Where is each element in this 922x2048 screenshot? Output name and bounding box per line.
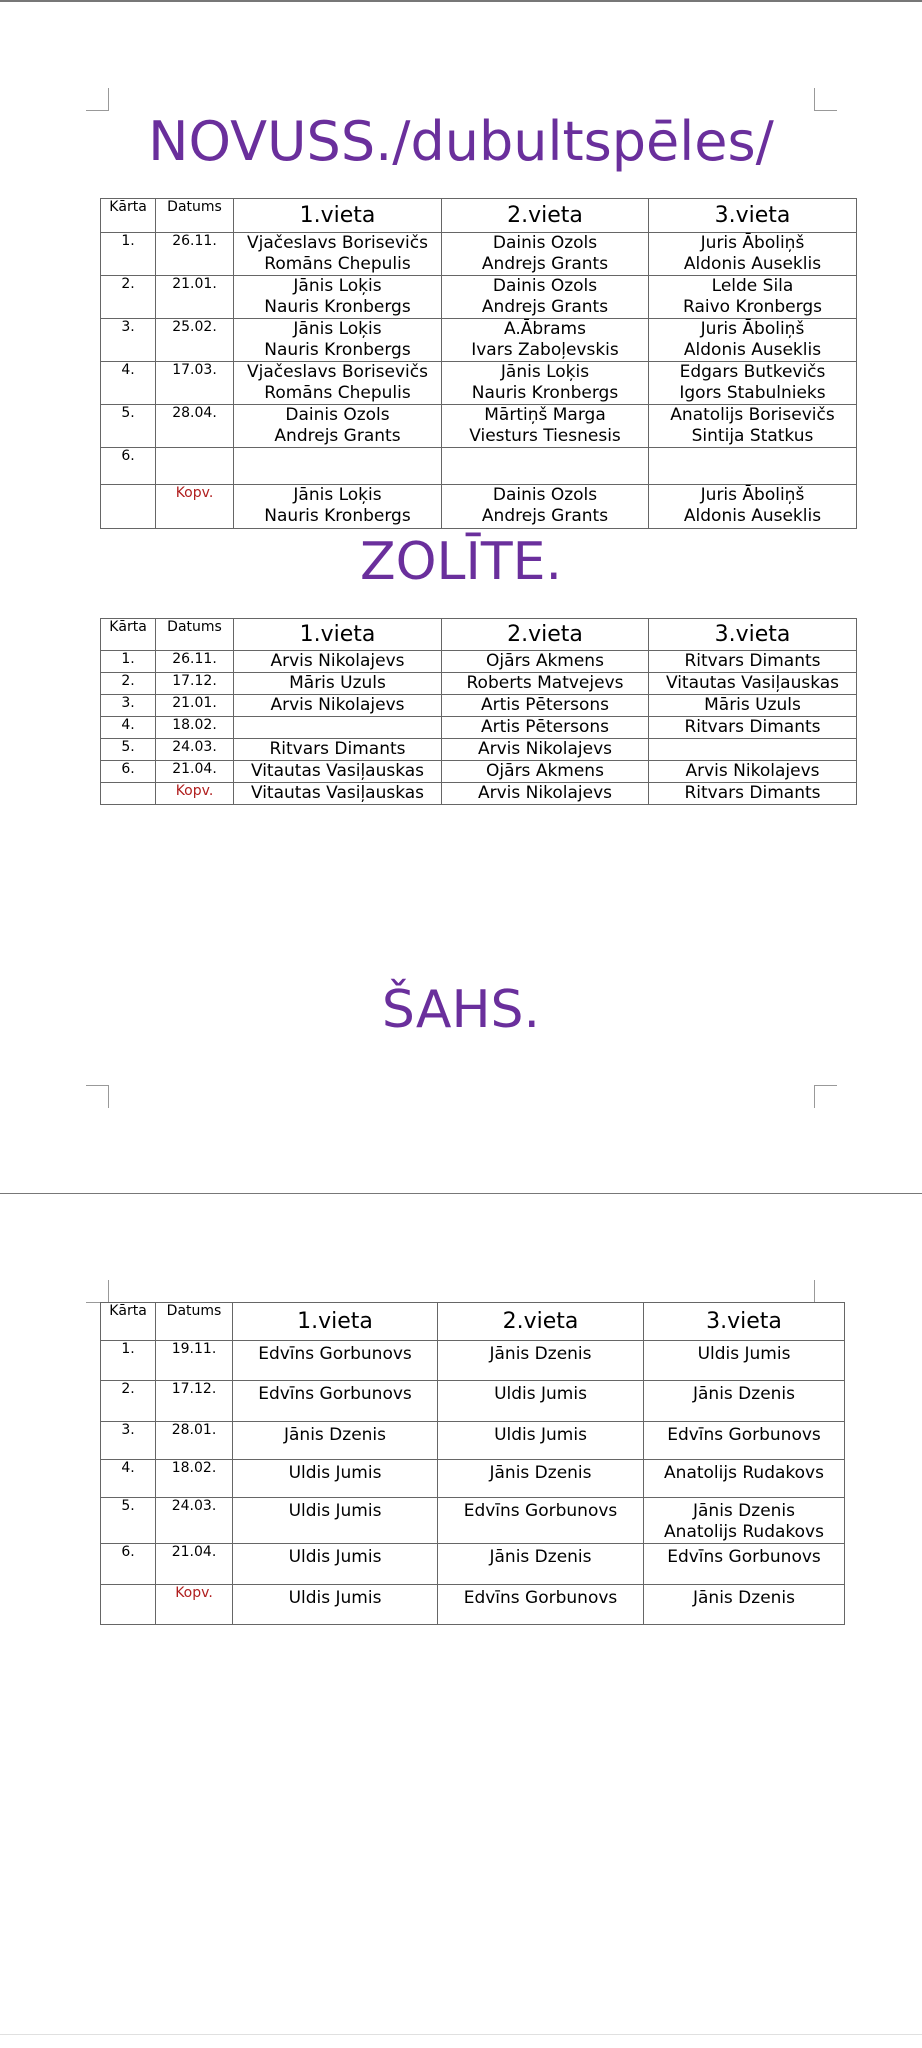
player-name: Mārtiņš Marga	[484, 405, 606, 425]
header-3-vieta: 3.vieta	[644, 1303, 845, 1341]
player-name: Edgars Butkevičs	[679, 362, 826, 382]
total-row	[101, 1585, 845, 1625]
round-number: 3.	[101, 319, 156, 362]
round-date: 21.04.	[156, 761, 234, 783]
round-number: 2.	[101, 276, 156, 319]
margin-corner-mark	[814, 88, 837, 111]
round-date: 26.11.	[156, 233, 234, 276]
table-row	[101, 695, 857, 717]
player-name: Roberts Matvejevs	[442, 673, 649, 695]
player-name: Dainis Ozols	[285, 405, 390, 425]
player-name: Uldis Jumis	[233, 1544, 438, 1585]
player-name: Viesturs Tiesnesis	[469, 426, 621, 446]
player-name: Arvis Nikolajevs	[442, 783, 649, 805]
round-date: 28.01.	[156, 1422, 233, 1460]
round-date: 25.02.	[156, 319, 234, 362]
header-datums: Datums	[156, 619, 234, 651]
round-date: 17.03.	[156, 362, 234, 405]
player-name: Ojārs Akmens	[442, 761, 649, 783]
place-1-cell	[234, 405, 442, 448]
round-number: 6.	[101, 1544, 156, 1585]
table-row	[101, 362, 857, 405]
header-3-vieta: 3.vieta	[649, 619, 857, 651]
player-name: Ritvars Dimants	[234, 739, 442, 761]
player-name: Edvīns Gorbunovs	[438, 1585, 644, 1625]
round-number	[101, 1585, 156, 1625]
player-name: Ritvars Dimants	[649, 783, 857, 805]
round-number: 2.	[101, 673, 156, 695]
player-name: Romāns Chepulis	[264, 383, 411, 403]
table-row	[101, 1422, 845, 1460]
header-2-vieta: 2.vieta	[438, 1303, 644, 1341]
table-header-row	[101, 619, 857, 651]
total-label: Kopv.	[156, 1585, 233, 1625]
table-row	[101, 233, 857, 276]
margin-corner-mark	[86, 1280, 109, 1303]
margin-corner-mark	[86, 1085, 109, 1108]
player-name: Edvīns Gorbunovs	[644, 1544, 845, 1585]
round-number: 2.	[101, 1381, 156, 1422]
round-number	[101, 783, 156, 805]
player-name: Uldis Jumis	[438, 1422, 644, 1460]
player-name: Jānis Loķis	[500, 362, 590, 382]
player-name: Artis Pētersons	[442, 717, 649, 739]
table-row	[101, 673, 857, 695]
player-name: Juris Āboliņš	[700, 319, 805, 339]
round-date	[156, 448, 234, 485]
table-row	[101, 717, 857, 739]
header-datums: Datums	[156, 199, 234, 233]
header-karta: Kārta	[101, 619, 156, 651]
place-2-cell	[442, 485, 649, 529]
player-name: Dainis Ozols	[492, 233, 598, 253]
player-name: Jānis Loķis	[293, 485, 382, 505]
player-name: Dainis Ozols	[492, 485, 598, 505]
total-row	[101, 485, 857, 529]
player-name: Jānis Loķis	[293, 276, 382, 296]
place-3-cell	[649, 448, 857, 485]
player-name: Uldis Jumis	[644, 1341, 845, 1381]
place-2-cell	[442, 233, 649, 276]
place-2-cell	[442, 276, 649, 319]
novuss-results-table	[100, 198, 857, 529]
player-name: Uldis Jumis	[438, 1381, 644, 1422]
player-name: Uldis Jumis	[233, 1498, 438, 1544]
player-name: A.Ābrams	[504, 319, 586, 339]
page-top-edge	[0, 0, 922, 2]
player-name: Vjačeslavs Borisevičs	[247, 233, 428, 253]
round-date: 21.04.	[156, 1544, 233, 1585]
header-2-vieta: 2.vieta	[442, 619, 649, 651]
round-date: 28.04.	[156, 405, 234, 448]
player-name: Andrejs Grants	[274, 426, 401, 446]
player-name: Andrejs Grants	[481, 506, 609, 526]
player-name: Arvis Nikolajevs	[649, 761, 857, 783]
place-2-cell	[442, 362, 649, 405]
round-number: 4.	[101, 717, 156, 739]
player-name: Edvīns Gorbunovs	[438, 1498, 644, 1544]
player-name: Jānis Dzenis	[438, 1460, 644, 1498]
place-3-cell	[649, 485, 857, 529]
player-name: Vjačeslavs Borisevičs	[247, 362, 428, 382]
player-name: Aldonis Auseklis	[683, 506, 822, 526]
player-name: Nauris Kronbergs	[264, 340, 411, 360]
round-number: 4.	[101, 362, 156, 405]
table-row	[101, 739, 857, 761]
total-label: Kopv.	[156, 485, 234, 529]
player-name: Arvis Nikolajevs	[442, 739, 649, 761]
player-name: Sintija Statkus	[691, 426, 814, 446]
place-3-cell	[649, 319, 857, 362]
round-number: 5.	[101, 739, 156, 761]
table-row	[101, 1460, 845, 1498]
place-3-cell	[649, 362, 857, 405]
table-row	[101, 1544, 845, 1585]
player-name: Māris Uzuls	[234, 673, 442, 695]
table-header-row	[101, 199, 857, 233]
round-number: 1.	[101, 1341, 156, 1381]
round-date: 17.12.	[156, 673, 234, 695]
player-name: Romāns Chepulis	[264, 254, 411, 274]
header-1-vieta: 1.vieta	[233, 1303, 438, 1341]
margin-corner-mark	[814, 1280, 837, 1303]
player-name: Ojārs Akmens	[442, 651, 649, 673]
player-name: Lelde Sila	[711, 276, 794, 296]
header-1-vieta: 1.vieta	[234, 199, 442, 233]
round-number	[101, 485, 156, 529]
player-name: Aldonis Auseklis	[683, 254, 822, 274]
place-3-cell	[649, 233, 857, 276]
player-name: Anatolijs Rudakovs	[644, 1460, 845, 1498]
player-name: Nauris Kronbergs	[471, 383, 619, 403]
zolite-results-table	[100, 618, 857, 805]
player-name: Vitautas Vasiļauskas	[234, 761, 442, 783]
round-date: 18.02.	[156, 1460, 233, 1498]
table-row	[101, 1381, 845, 1422]
place-1-cell	[234, 276, 442, 319]
table-row	[101, 448, 857, 485]
round-number: 1.	[101, 233, 156, 276]
player-name: Edvīns Gorbunovs	[233, 1341, 438, 1381]
player-name: Edvīns Gorbunovs	[644, 1422, 845, 1460]
player-name: Uldis Jumis	[233, 1460, 438, 1498]
sahs-results-table	[100, 1302, 845, 1625]
table-header-row	[101, 1303, 845, 1341]
round-date: 18.02.	[156, 717, 234, 739]
table-row	[101, 276, 857, 319]
player-name: Ivars Zaboļevskis	[471, 340, 619, 360]
place-1-cell	[234, 362, 442, 405]
round-date: 26.11.	[156, 651, 234, 673]
table-row	[101, 1498, 845, 1544]
player-name: Māris Uzuls	[649, 695, 857, 717]
player-name: Anatolijs Borisevičs	[670, 405, 835, 425]
header-karta: Kārta	[101, 1303, 156, 1341]
player-name: Uldis Jumis	[233, 1585, 438, 1625]
place-3-cell	[649, 276, 857, 319]
total-row	[101, 783, 857, 805]
table-row	[101, 761, 857, 783]
player-name: Igors Stabulnieks	[679, 383, 826, 403]
novuss-title: NOVUSS./dubultspēles/	[148, 110, 774, 173]
round-number: 6.	[101, 761, 156, 783]
margin-corner-mark	[86, 88, 109, 111]
place-3-cell	[644, 1498, 845, 1544]
player-name: Juris Āboliņš	[700, 485, 805, 505]
table-row	[101, 319, 857, 362]
header-karta: Kārta	[101, 199, 156, 233]
table-row	[101, 651, 857, 673]
header-2-vieta: 2.vieta	[442, 199, 649, 233]
player-name: Raivo Kronbergs	[683, 297, 822, 317]
place-1-cell	[234, 448, 442, 485]
round-date: 21.01.	[156, 695, 234, 717]
player-name: Anatolijs Rudakovs	[664, 1522, 824, 1542]
player-name: Jānis Loķis	[293, 319, 382, 339]
round-number: 5.	[101, 405, 156, 448]
place-1-cell	[234, 319, 442, 362]
player-name: Juris Āboliņš	[700, 233, 805, 253]
player-name: Arvis Nikolajevs	[234, 651, 442, 673]
round-number: 1.	[101, 651, 156, 673]
player-name	[234, 717, 442, 739]
header-datums: Datums	[156, 1303, 233, 1341]
player-name	[649, 739, 857, 761]
player-name: Artis Pētersons	[442, 695, 649, 717]
table-row	[101, 405, 857, 448]
round-date: 17.12.	[156, 1381, 233, 1422]
player-name: Jānis Dzenis	[644, 1585, 845, 1625]
round-date: 24.03.	[156, 739, 234, 761]
round-number: 4.	[101, 1460, 156, 1498]
player-name: Jānis Dzenis	[438, 1341, 644, 1381]
round-number: 6.	[101, 448, 156, 485]
header-1-vieta: 1.vieta	[234, 619, 442, 651]
page-bottom-edge	[0, 2034, 922, 2035]
place-2-cell	[442, 448, 649, 485]
page-break	[0, 1193, 922, 1194]
player-name: Jānis Dzenis	[233, 1422, 438, 1460]
player-name: Vitautas Vasiļauskas	[234, 783, 442, 805]
player-name: Ritvars Dimants	[649, 717, 857, 739]
round-date: 19.11.	[156, 1341, 233, 1381]
player-name: Andrejs Grants	[481, 297, 609, 317]
round-date: 24.03.	[156, 1498, 233, 1544]
zolite-title: ZOLĪTE.	[359, 532, 562, 592]
round-number: 5.	[101, 1498, 156, 1544]
round-number: 3.	[101, 695, 156, 717]
place-3-cell	[649, 405, 857, 448]
player-name: Edvīns Gorbunovs	[233, 1381, 438, 1422]
player-name: Jānis Dzenis	[692, 1501, 796, 1521]
place-1-cell	[234, 485, 442, 529]
round-date: 21.01.	[156, 276, 234, 319]
place-1-cell	[234, 233, 442, 276]
player-name: Jānis Dzenis	[438, 1544, 644, 1585]
place-2-cell	[442, 405, 649, 448]
player-name: Andrejs Grants	[481, 254, 609, 274]
player-name: Nauris Kronbergs	[264, 506, 411, 526]
player-name: Dainis Ozols	[492, 276, 598, 296]
sahs-title: ŠAHS.	[381, 980, 541, 1040]
player-name: Ritvars Dimants	[649, 651, 857, 673]
player-name: Vitautas Vasiļauskas	[649, 673, 857, 695]
player-name: Jānis Dzenis	[644, 1381, 845, 1422]
place-2-cell	[442, 319, 649, 362]
margin-corner-mark	[814, 1085, 837, 1108]
total-label: Kopv.	[156, 783, 234, 805]
player-name: Nauris Kronbergs	[264, 297, 411, 317]
header-3-vieta: 3.vieta	[649, 199, 857, 233]
round-number: 3.	[101, 1422, 156, 1460]
player-name: Aldonis Auseklis	[683, 340, 822, 360]
table-row	[101, 1341, 845, 1381]
player-name: Arvis Nikolajevs	[234, 695, 442, 717]
